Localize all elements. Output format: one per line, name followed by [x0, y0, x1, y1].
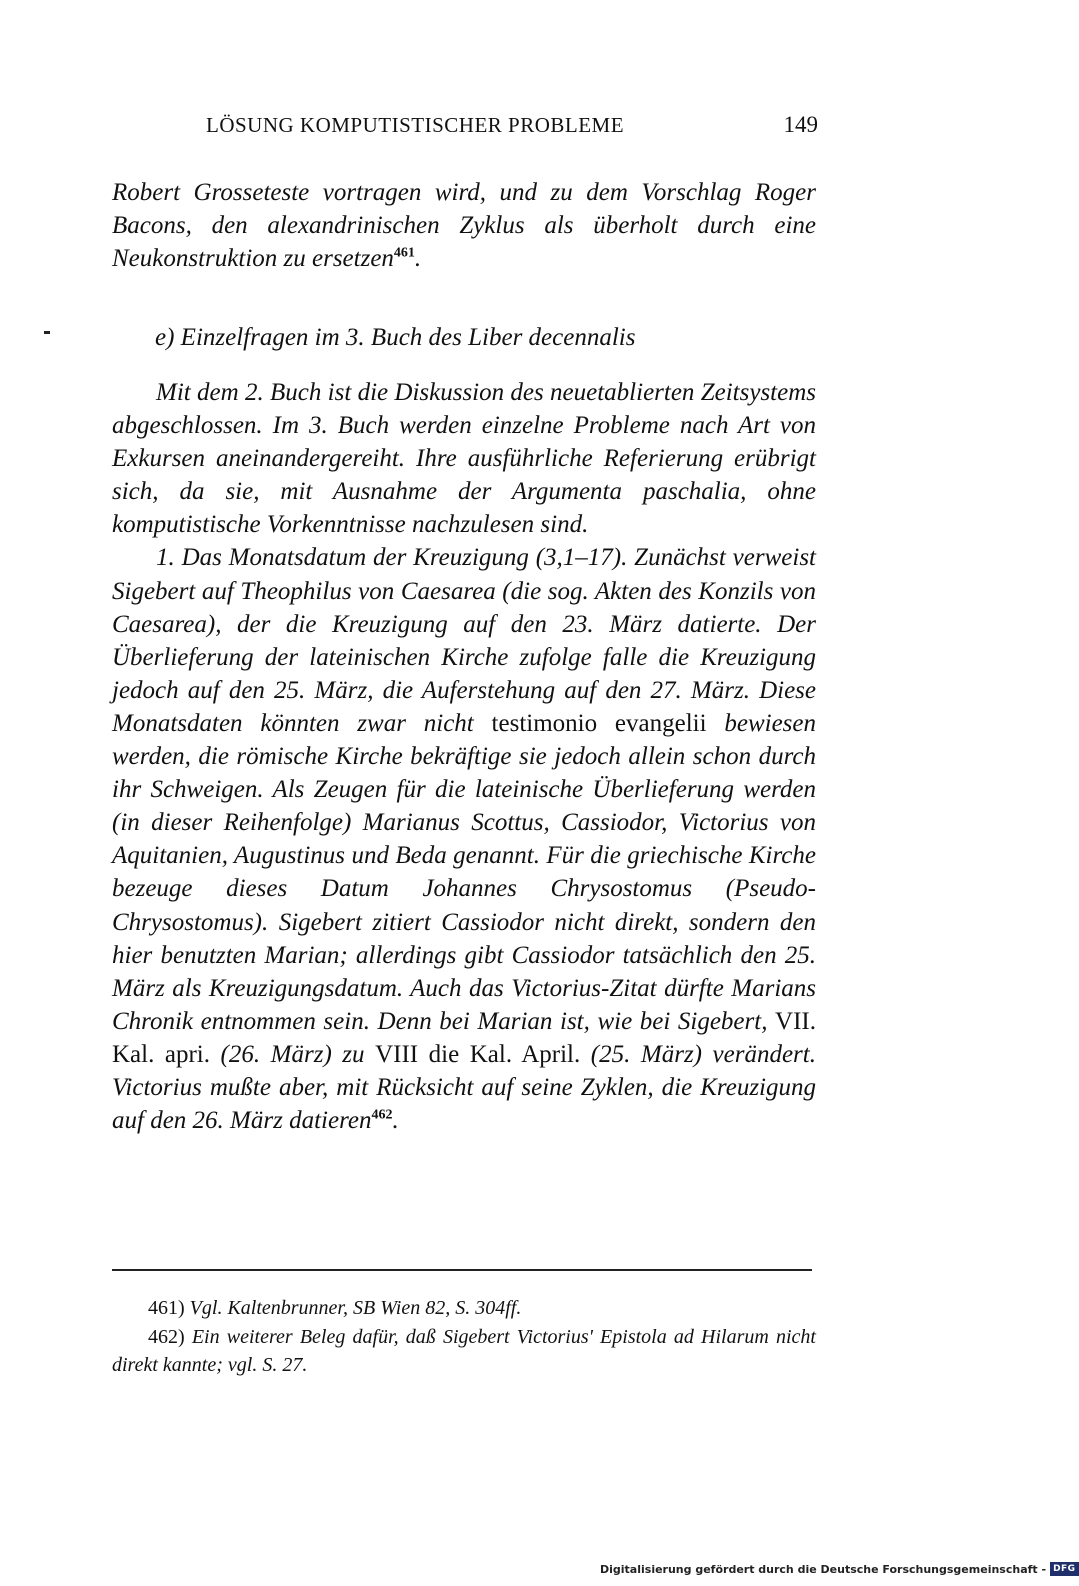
- paragraph-2-end: .: [392, 1107, 399, 1135]
- intro-end: .: [414, 245, 422, 273]
- intro-text: [112, 176, 816, 275]
- digitization-credit: [600, 1562, 1079, 1576]
- latin-quote-1: testimonio evangelii: [491, 709, 707, 737]
- running-title: LÖSUNG KOMPUTISTISCHER PROBLEME: [206, 113, 625, 137]
- credit-text: Digitalisierung gefördert durch die Deutsche Forschungsgemeinschaft -: [600, 1562, 1047, 1576]
- latin-quote-2: VII. Kal. apri.: [112, 1007, 816, 1068]
- running-header: [206, 112, 818, 138]
- footnote-461: [112, 1294, 816, 1323]
- section-heading: e) Einzelfragen im 3. Buch des Liber decennalis: [155, 324, 636, 351]
- footnote-ref-461[interactable]: 461: [393, 245, 415, 261]
- intro-body: Robert Grosseteste vortragen wird, und zu dem Vorschlag Roger Bacons, den alexandrinischen Zyklus als überholt durch eine Neukonstruktion zu ersetzen: [112, 179, 816, 273]
- intro-paragraph: [112, 176, 816, 275]
- footnote-number: 462): [148, 1325, 185, 1348]
- footnote-462: [112, 1323, 816, 1380]
- dfg-logo-icon: DFG: [1050, 1562, 1079, 1576]
- paragraph-2-part-a: 1. Das Monatsdatum der Kreuzigung (3,1–17). Zunächst verweist Sigebert auf Theophilus von Caesarea (die sog. Akten des Konzils von Caesarea), der die Kreuzigung auf den 23. März datierte. Der Überlieferung der lateinischen Kirche zufolge falle die Kreuzigung jedoch auf den 25. März, die Auferstehung auf den 27. März. Diese Monatsdaten könnten zwar nicht: [112, 544, 816, 737]
- paragraph-2-part-d: (25. März) verändert. Victorius mußte aber, mit Rücksicht auf seine Zyklen, die Kreuzigung auf den 26. März datieren: [112, 1040, 816, 1135]
- footnote-divider: [112, 1269, 812, 1271]
- footnote-text: Vgl. Kaltenbrunner, SB Wien 82, S. 304ff.: [184, 1297, 522, 1319]
- body-text: [112, 376, 816, 1137]
- footnote-text: Ein weiterer Beleg dafür, daß Sigebert Victorius' Epistola ad Hilarum nicht direkt kannte; vgl. S. 27.: [112, 1325, 816, 1376]
- paragraph-2-part-c: (26. März) zu: [210, 1040, 376, 1068]
- margin-mark: [44, 331, 50, 334]
- paragraph-1: Mit dem 2. Buch ist die Diskussion des neuetablierten Zeitsystems abgeschlossen. Im 3. Buch werden einzelne Probleme nach Art von Exkursen aneinandergereiht. Ihre ausführliche Referierung erübrigt sich, da sie, mit Ausnahme der Argumenta paschalia, ohne komputistische Vorkenntnisse nachzulesen sind.: [112, 379, 816, 539]
- paragraph-2: [112, 541, 816, 1137]
- footnotes: [112, 1294, 816, 1380]
- page-number: 149: [783, 112, 818, 137]
- paragraph-2-part-b: bewiesen werden, die römische Kirche bekräftige sie jedoch allein schon durch ihr Schweigen. Als Zeugen für die lateinische Überlieferung werden (in dieser Reihenfolge) Marianus Scottus, Cassiodor, Victorius von Aquitanien, Augustinus und Beda genannt. Für die griechische Kirche bezeuge dieses Datum Johannes Chrysostomus (Pseudo-Chrysostomus). Sigebert zitiert Cassiodor nicht direkt, sondern den hier benutzten Marian; allerdings gibt Cassiodor tatsächlich den 25. März als Kreuzigungsdatum. Auch das Victorius-Zitat dürfte Marians Chronik entnommen sein. Denn bei Marian ist, wie bei Sigebert,: [112, 709, 816, 1035]
- footnote-number: 461): [148, 1297, 185, 1319]
- latin-quote-3: VIII die Kal. April.: [375, 1040, 581, 1068]
- footnote-ref-462[interactable]: 462: [371, 1107, 393, 1123]
